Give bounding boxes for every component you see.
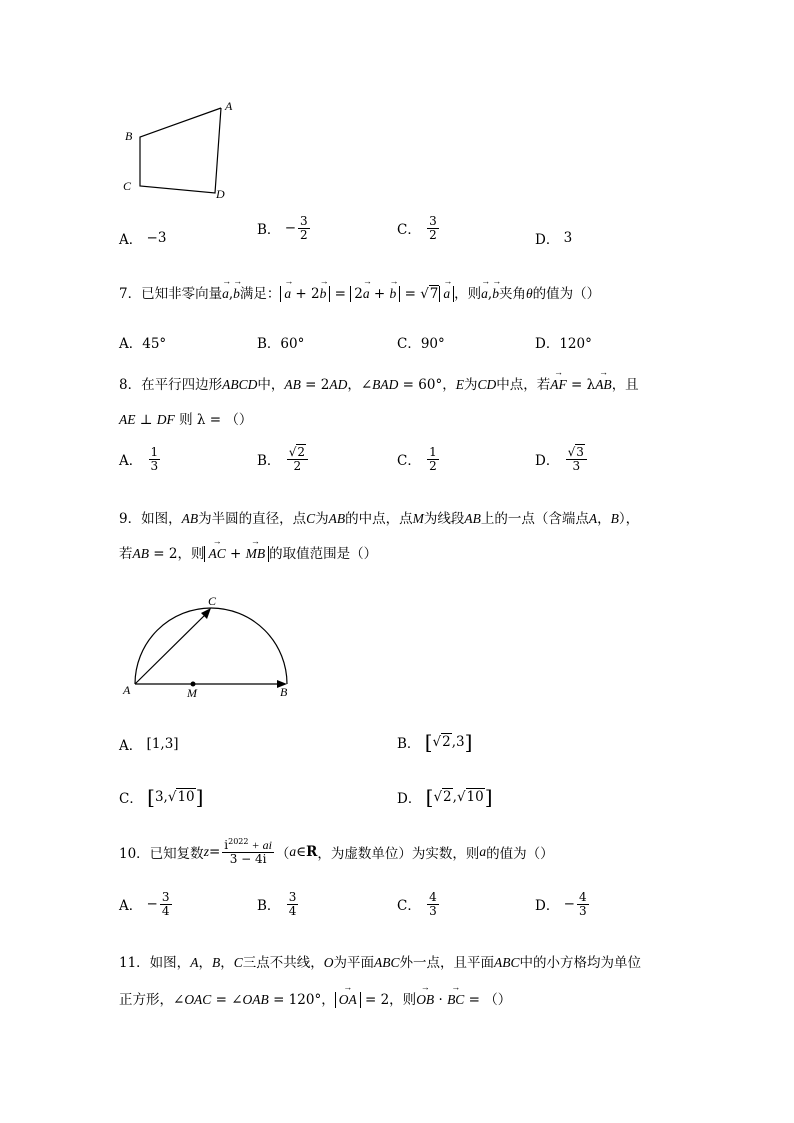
- fraction: $\frac{1}{3}$: [150, 445, 159, 473]
- q10-option-c[interactable]: [397, 891, 441, 917]
- option-value: 3: [563, 230, 573, 246]
- option-sign: −: [146, 896, 158, 913]
- quadrilateral-figure: [118, 96, 248, 206]
- q10-option-b[interactable]: [257, 891, 300, 917]
- label-d: D: [216, 187, 225, 201]
- quadrilateral-outline: [140, 108, 221, 193]
- q6-option-b[interactable]: [257, 215, 312, 241]
- q8-option-b[interactable]: [257, 446, 310, 472]
- option-letter: B．: [257, 453, 281, 470]
- option-letter: B．: [257, 222, 281, 239]
- option-letter: D．: [535, 232, 560, 248]
- option-value: [1,3]: [146, 736, 179, 752]
- semicircle-arc: [135, 608, 287, 684]
- q7-option-a[interactable]: A．45°: [119, 336, 167, 352]
- q6-option-a[interactable]: [119, 228, 166, 248]
- option-letter: A．: [119, 232, 143, 248]
- option-letter: B．: [397, 736, 421, 752]
- option-letter: C．: [119, 791, 143, 807]
- q7-stem: 7．已知非零向量→ a,→ b满足：→ a + 2→ b = 2→ a + → b = √7→ a ，则→ a,→ b夹角θ的值为（）: [119, 282, 600, 302]
- fraction: $\frac{√3}{3}$: [566, 446, 587, 472]
- q6-option-d[interactable]: [535, 228, 572, 248]
- option-letter: C．: [397, 222, 421, 239]
- q9-stem-line1: 9．如图，AB为半圆的直径，点C为AB的中点，点M为线段AB上的一点（含端点A，B），: [119, 511, 640, 527]
- label-a: A: [225, 99, 233, 113]
- label-m: M: [187, 686, 197, 700]
- vector-ac: [135, 611, 209, 684]
- q8-option-c[interactable]: [397, 446, 441, 472]
- fraction: $\frac{√2}{2}$: [287, 446, 308, 472]
- fraction: $\frac{3}{2}$: [300, 214, 308, 242]
- q7-option-d[interactable]: D．120°: [535, 336, 592, 352]
- q9-option-c[interactable]: C． [ 3, √10 ]: [119, 785, 204, 809]
- q10-stem: 10．已知复数 z = $\frac{i^{2022} + ai}{3 - 4i}$ （ a ∈ R ，为虚数单位）为实数，则 a 的值为（）: [119, 837, 554, 866]
- option-letter: D．: [397, 791, 422, 807]
- fraction: $\frac{3}{2}$: [429, 214, 437, 242]
- option-letter: A．: [119, 453, 143, 470]
- q8-stem-line1: 8．在平行四边形ABCD中，AB = 2AD，∠BAD = 60°，E为CD中点，若→ AF = λ→ AB，且: [119, 373, 639, 393]
- q11-stem-line2: 正方形，∠OAC = ∠OAB = 120°，→ OA = 2，则→ OB · → BC = （）: [119, 988, 511, 1008]
- fraction: $\frac{1}{2}$: [429, 445, 437, 473]
- option-letter: C．: [397, 453, 421, 470]
- q8-option-d[interactable]: [535, 446, 589, 472]
- label-c: C: [208, 594, 217, 608]
- semicircle-figure: [118, 590, 308, 700]
- option-sign: −: [284, 220, 297, 237]
- q9-option-a[interactable]: [119, 734, 179, 754]
- option-value: −3: [146, 230, 167, 246]
- q11-stem-line1: 11．如图，A，B，C三点不共线，O为平面ABC外一点，且平面ABC中的小方格均为单位: [119, 955, 641, 971]
- q8-stem-line2: AE ⊥ DF 则 λ = （）: [119, 412, 253, 428]
- q9-option-d[interactable]: D． [ √2 , √10 ]: [397, 785, 493, 809]
- q8-option-a[interactable]: [119, 446, 162, 472]
- option-letter: B．: [257, 898, 281, 915]
- q9-option-b[interactable]: B． [ √2 ,3 ]: [397, 730, 473, 754]
- option-letter: C．: [397, 898, 421, 915]
- fraction: $\frac{4}{3}$: [578, 890, 587, 918]
- complex-fraction: $\frac{i^{2022} + ai}{3 - 4i}$: [224, 837, 272, 866]
- label-a: A: [123, 683, 131, 697]
- q7-option-c[interactable]: C．90°: [397, 336, 445, 352]
- fraction: $\frac{3}{4}$: [288, 890, 297, 918]
- q9-stem-line2: 若AB = 2，则→ AC + → MB 的取值范围是（）: [119, 542, 377, 562]
- label-b: B: [280, 685, 288, 699]
- option-letter: A．: [119, 898, 143, 915]
- fraction: $\frac{4}{3}$: [429, 890, 437, 918]
- q10-option-a[interactable]: [119, 891, 174, 917]
- fraction: $\frac{3}{4}$: [161, 890, 170, 918]
- option-letter: D．: [535, 898, 560, 915]
- q10-option-d[interactable]: [535, 891, 591, 917]
- label-c: C: [123, 179, 132, 193]
- q7-option-b[interactable]: B．60°: [257, 336, 305, 352]
- option-letter: A．: [119, 738, 143, 754]
- q6-option-c[interactable]: [397, 215, 441, 241]
- label-b: B: [125, 129, 133, 143]
- option-sign: −: [563, 896, 575, 913]
- option-letter: D．: [535, 453, 560, 470]
